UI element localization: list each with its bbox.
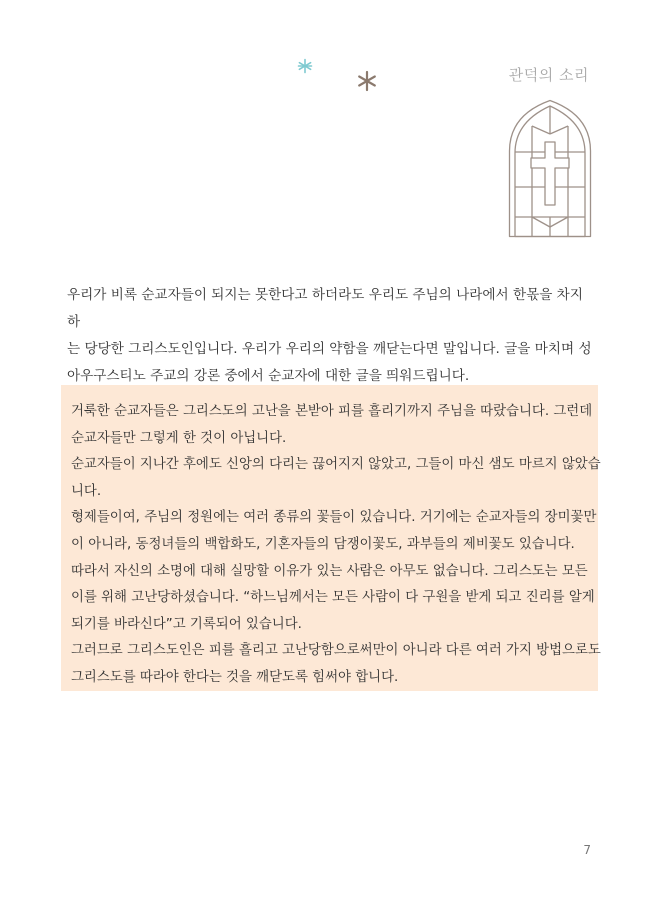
intro-line: 는 당당한 그리스도인입니다. 우리가 우리의 약함을 깨닫는다면 말입니다. 글을 마치며 성 [67,341,592,357]
quote-line: 순교자들이 지나간 후에도 신앙의 다리는 끊어지지 않았고, 그들이 마신 샘도 마르지 않았습 [71,457,601,473]
quote-line: 거룩한 순교자들은 그리스도의 고난을 본받아 피를 흘리기까지 주님을 따랐습니다. 그런데 [71,404,593,419]
stained-glass-window-icon [508,99,592,238]
quote-line: 니다. [71,483,102,499]
section-title: 관덕의 소리 [508,66,589,84]
quote-line: 형제들이여, 주님의 정원에는 여러 종류의 꽃들이 있습니다. 거기에는 순교자들의 장미꽃만 [71,510,597,526]
quote-line: 그러므로 그리스도인은 피를 흘리고 고난당함으로써만이 아니라 다른 여러 가지 방법으로도 [71,643,601,659]
quote-line: 이를 위해 고난당하셨습니다. “하느님께서는 모든 사람이 다 구원을 받게 되고 진리를 알게 [71,590,595,606]
page-number: 7 [583,843,591,857]
sermon-quote-box [61,385,601,691]
intro-line: 우리가 비록 순교자들이 되지는 못한다고 하더라도 우리도 주님의 나라에서 한몫을 차지하 [67,287,583,330]
intro-paragraph [67,282,592,390]
quote-line: 따라서 자신의 소명에 대해 실망할 이유가 있는 사람은 아무도 없습니다. 그리스도는 모든 [71,563,588,579]
quote-line: 그리스도를 따라야 한다는 것을 깨닫도록 힘써야 합니다. [71,669,399,685]
quote-line: 이 아니라, 동정녀들의 백합화도, 기혼자들의 담쟁이꽃도, 과부들의 제비꽃도 있습니다. [71,536,575,552]
quote-line: 순교자들만 그렇게 한 것이 아닙니다. [71,430,287,446]
intro-line: 아우구스티노 주교의 강론 중에서 순교자에 대한 글을 띄워드립니다. [67,368,470,384]
quote-line: 되기를 바라신다”고 기록되어 있습니다. [71,616,302,632]
teal-asterisk-icon [297,58,313,74]
brown-asterisk-icon [356,70,378,92]
